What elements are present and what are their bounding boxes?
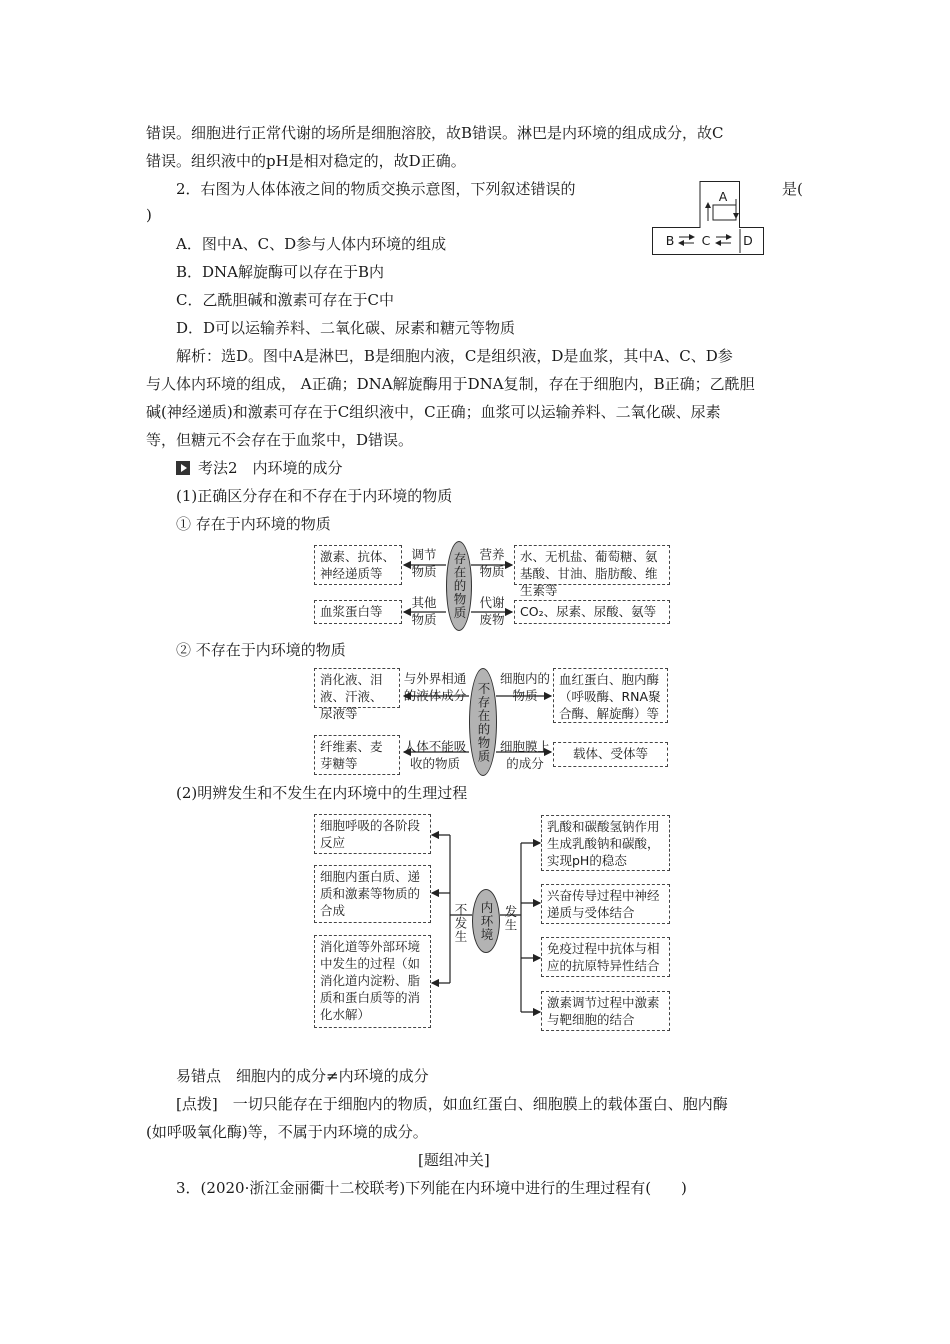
tip-line: [点拨] 一切只能存在于细胞内的物质，如血红蛋白、细胞膜上的载体蛋白、胞内酶: [176, 1095, 728, 1113]
external-label: 与外界相通的液体成分: [403, 671, 467, 703]
unabsorbed-label: 人体不能吸收的物质: [403, 739, 467, 771]
section-heading: [176, 458, 343, 478]
waste-label: 代谢废物: [479, 595, 505, 627]
respiration-box: 细胞呼吸的各阶段反应: [314, 814, 431, 854]
synthesis-box: 细胞内蛋白质、递质和激素等物质的合成: [314, 865, 431, 923]
answer-line: 解析：选D。图中A是淋巴，B是细胞内液，C是组织液，D是血浆，其中A、C、D参: [176, 347, 733, 365]
nutrient-label: 营养物质: [479, 547, 505, 579]
internal-environment-oval: 内环境: [472, 889, 500, 953]
section-heading-text: 考法2 内环境的成分: [198, 459, 343, 477]
hemoglobin-box: 血红蛋白、胞内酶（呼吸酶、RNA聚合酶、解旋酶）等: [553, 668, 668, 723]
membrane-label: 细胞膜上的成分: [500, 739, 551, 771]
not-occur-label: 不发生: [453, 903, 468, 944]
not-exists-oval: 不存在的物质: [469, 668, 497, 776]
fig-label-b: B: [665, 233, 675, 248]
fig-label-a: A: [718, 189, 728, 204]
fiber-box: 纤维素、麦芽糖等: [314, 735, 400, 775]
question-2-stem: 2．右图为人体体液之间的物质交换示意图，下列叙述错误的: [176, 180, 576, 198]
lactic-acid-box: 乳酸和碳酸氢钠作用生成乳酸钠和碳酸，实现pH的稳态: [541, 815, 670, 871]
exists-oval: 存在的物质: [446, 541, 472, 631]
hormone-box: 激素、抗体、神经递质等: [314, 545, 402, 585]
subsection-heading: (2)明辨发生和不发生在内环境中的生理过程: [176, 784, 468, 802]
option-c: C．乙酰胆碱和激素可存在于C中: [176, 291, 394, 309]
other-label: 其他物质: [411, 595, 437, 627]
carrier-box: 载体、受体等: [553, 742, 668, 767]
waste-box: CO₂、尿素、尿酸、氨等: [514, 600, 670, 624]
question-3-stem: 3．(2020·浙江金丽衢十二校联考)下列能在内环境中进行的生理过程有( ): [176, 1179, 687, 1197]
antibody-box: 免疫过程中抗体与相应的抗原特异性结合: [541, 937, 670, 977]
tip-line: (如呼吸氧化酶)等，不属于内环境的成分。: [146, 1123, 428, 1141]
text-line: 错误。组织液中的pH是相对稳定的，故D正确。: [146, 152, 466, 170]
option-b: B．DNA解旋酶可以存在于B内: [176, 263, 385, 281]
fig-label-d: D: [743, 233, 753, 248]
digestion-box: 消化道等外部环境中发生的过程（如消化道内淀粉、脂质和蛋白质等的消化水解）: [314, 935, 431, 1028]
question-2-paren: ): [146, 206, 152, 224]
subsection-heading: (1)正确区分存在和不存在于内环境的物质: [176, 487, 453, 505]
option-a: A．图中A、C、D参与人体内环境的组成: [176, 235, 447, 253]
secretion-box: 消化液、泪液、汗液、尿液等: [314, 668, 400, 708]
fig-label-c: C: [701, 233, 711, 248]
regulatory-label: 调节物质: [411, 547, 437, 579]
question-2-stem-end: 是(: [782, 180, 803, 198]
text-line: 错误。细胞进行正常代谢的场所是细胞溶胶，故B错误。淋巴是内环境的组成成分，故C: [146, 124, 724, 142]
play-icon: [176, 461, 190, 475]
nutrient-box: 水、无机盐、葡萄糖、氨基酸、甘油、脂肪酸、维生素等: [514, 545, 670, 585]
subsection-item: ② 不存在于内环境的物质: [176, 641, 346, 659]
body-fluid-exchange-figure: [652, 181, 764, 255]
occur-label: 发生: [503, 905, 518, 932]
answer-line: 碱(神经递质)和激素可存在于C组织液中，C正确；血浆可以运输养料、二氧化碳、尿素: [146, 403, 721, 421]
neurotransmitter-box: 兴奋传导过程中神经递质与受体结合: [541, 884, 670, 924]
common-mistake: 易错点 细胞内的成分≠内环境的成分: [176, 1067, 429, 1085]
exercise-heading: [题组冲关]: [418, 1151, 490, 1169]
option-d: D．D可以运输养料、二氧化碳、尿素和糖元等物质: [176, 319, 516, 337]
subsection-item: ① 存在于内环境的物质: [176, 515, 331, 533]
intracellular-label: 细胞内的物质: [500, 671, 551, 703]
hormone-target-box: 激素调节过程中激素与靶细胞的结合: [541, 991, 670, 1031]
answer-line: 与人体内环境的组成， A正确；DNA解旋酶用于DNA复制，存在于细胞内，B正确；乙酰胆: [146, 375, 755, 393]
answer-line: 等，但糖元不会存在于血浆中，D错误。: [146, 431, 414, 449]
plasma-protein-box: 血浆蛋白等: [314, 600, 402, 624]
